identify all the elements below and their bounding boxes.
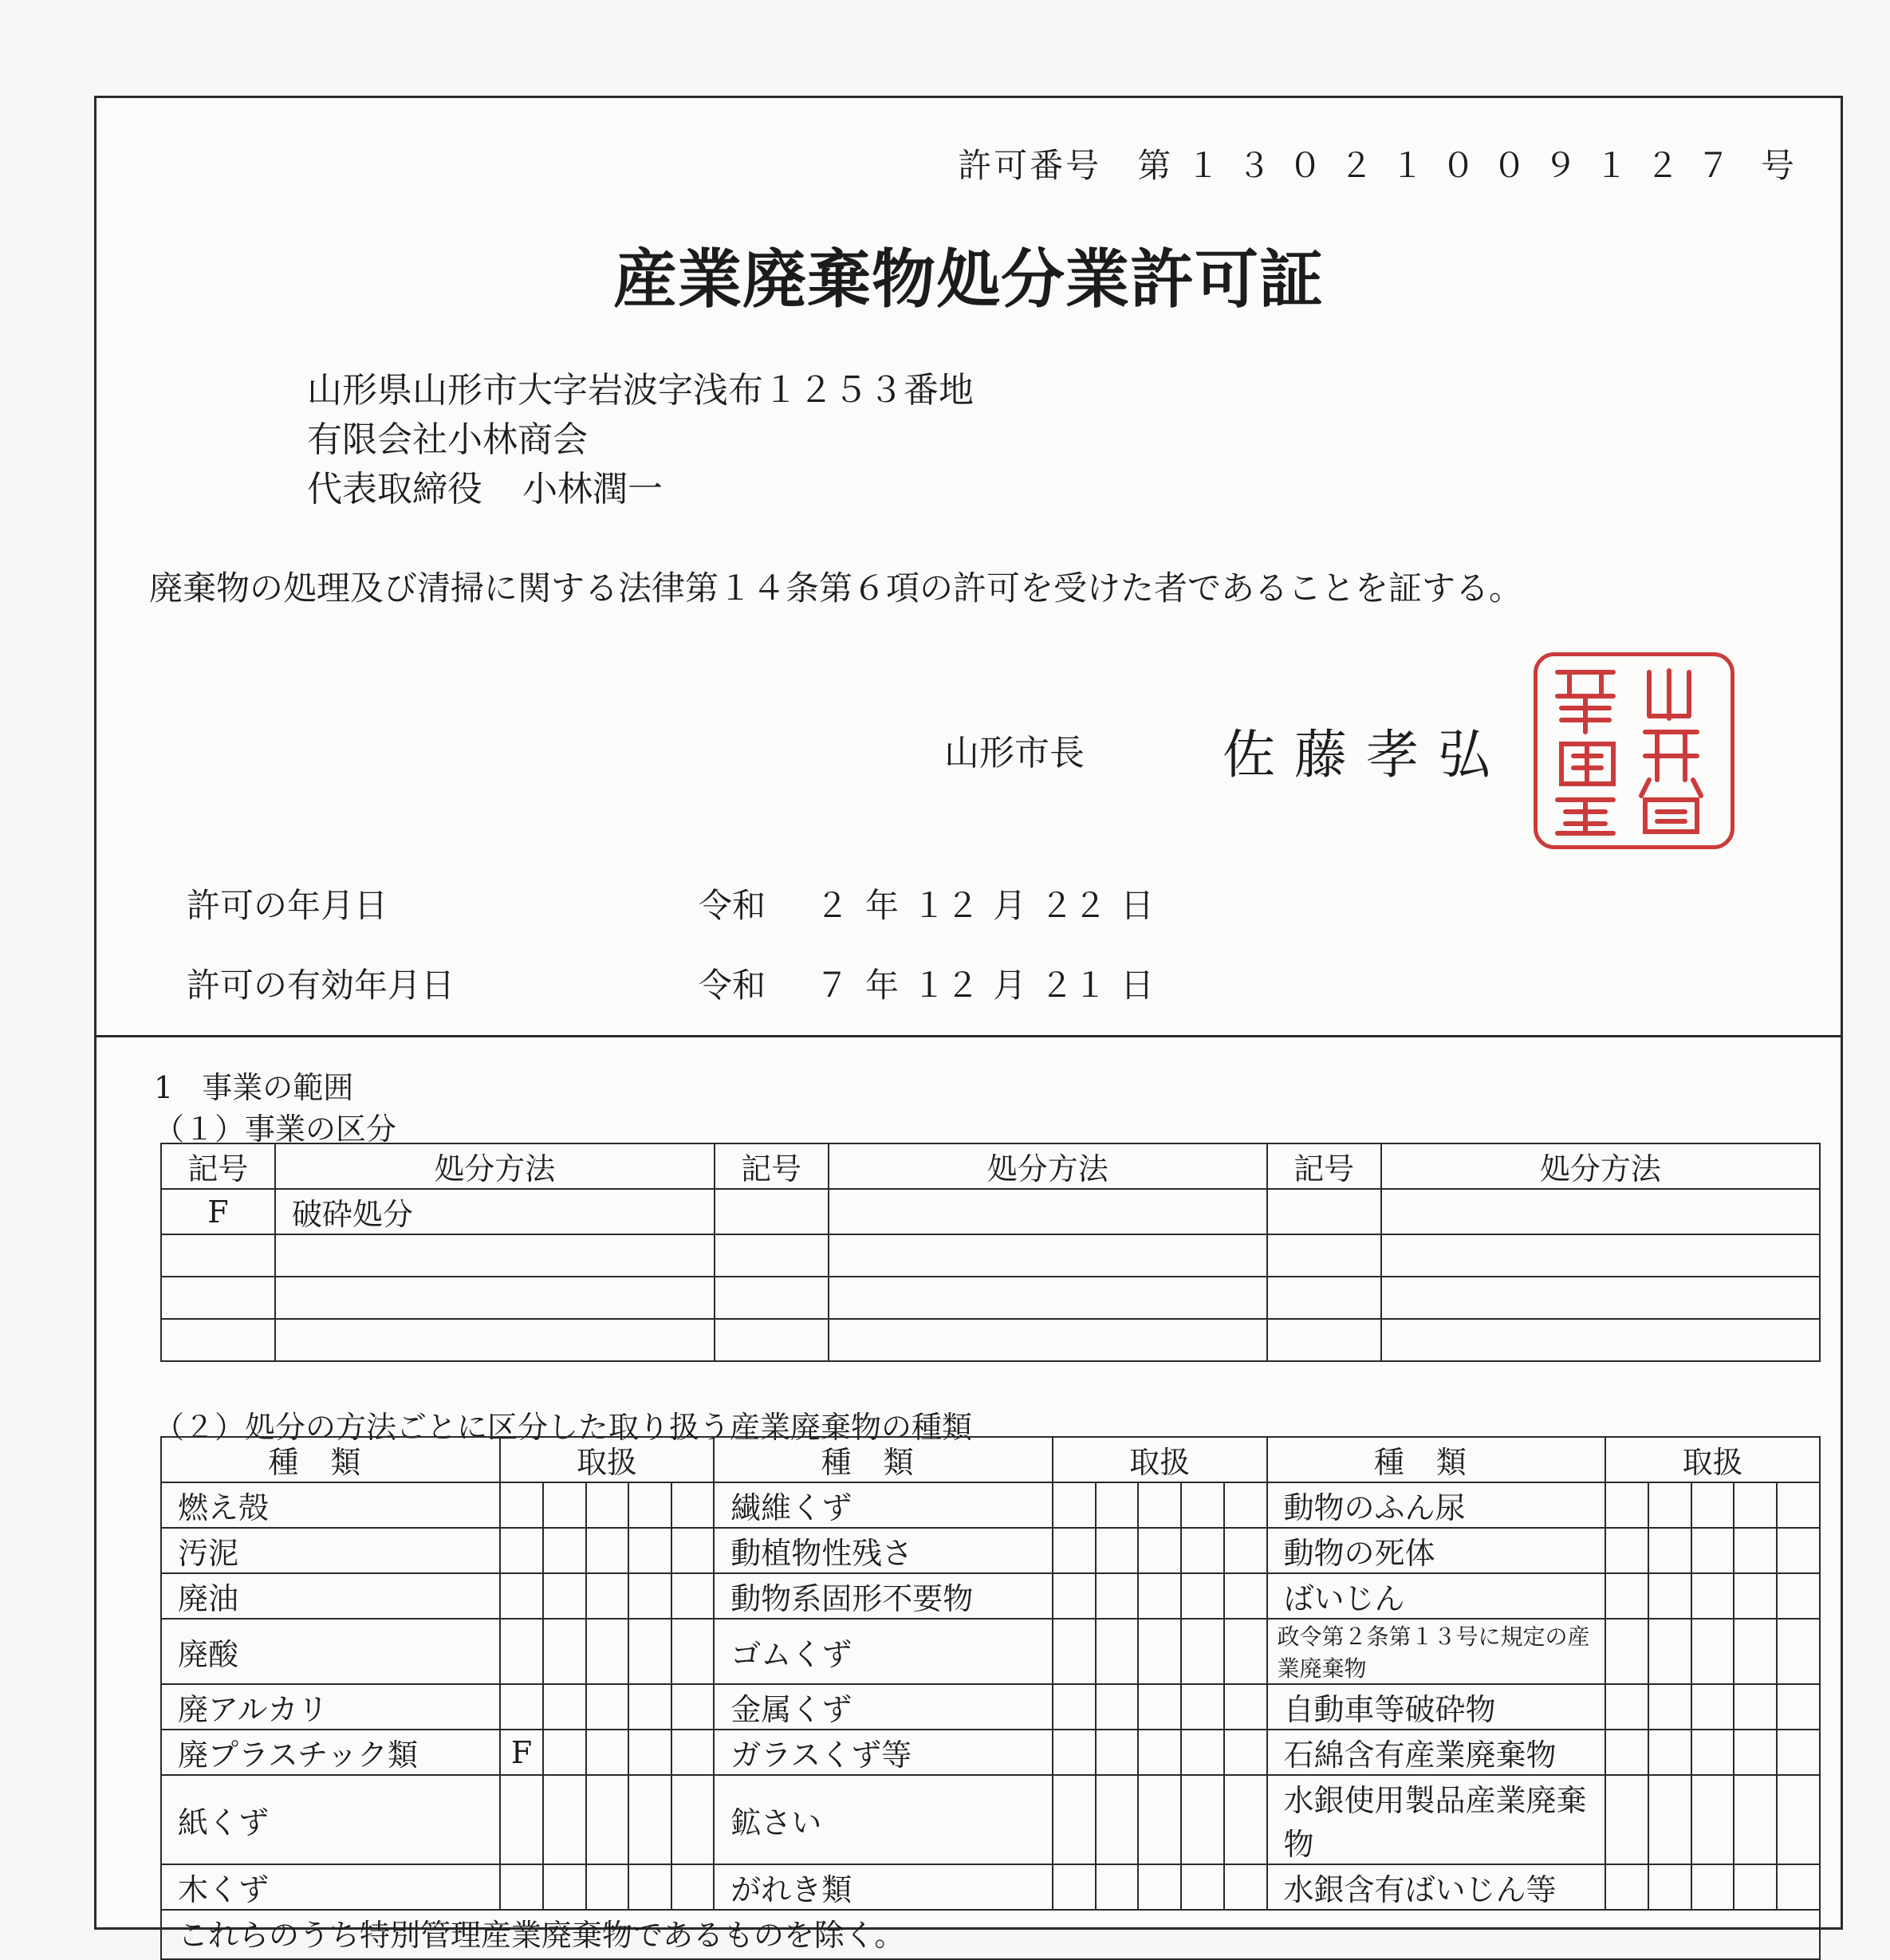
handling-cell [500,1573,544,1619]
waste-type-cell: 繊維くず [714,1482,1053,1528]
rep-name: 小林潤一 [522,469,663,510]
handling-cell [1181,1528,1224,1573]
handling-cell [1605,1775,1648,1864]
handling-cell [628,1528,671,1573]
handling-cell [1605,1730,1648,1775]
handling-cell [1224,1619,1267,1684]
handling-cell [500,1864,544,1910]
handling-cell [1138,1684,1181,1730]
handling-cell [1777,1684,1820,1730]
handling-cell [1777,1864,1820,1910]
handling-cell [1138,1573,1181,1619]
handling-cell [543,1775,585,1864]
handling-cell [1648,1684,1691,1730]
permit-date-value: 令和 ２ 年 １２ 月 ２２ 日 [699,886,1154,925]
handling-cell [628,1775,671,1864]
handling-cell [1053,1864,1096,1910]
handling-cell [1691,1619,1734,1684]
handling-cell [586,1619,628,1684]
handling-cell [543,1528,585,1573]
table-row [161,1482,1820,1528]
waste-type-cell: がれき類 [714,1864,1053,1910]
handling-cell [1053,1482,1096,1528]
handling-cell [1138,1528,1181,1573]
handling-cell [628,1482,671,1528]
handling-cell [1053,1528,1096,1573]
waste-type-cell: 石綿含有産業廃棄物 [1267,1730,1606,1775]
handling-cell [1777,1482,1820,1528]
handling-cell [1181,1684,1224,1730]
permit-number-value: １３０２１００９１２７ [1186,146,1748,185]
handling-cell [671,1730,714,1775]
waste-type-cell: ゴムくず [714,1619,1053,1684]
handling-cell [543,1684,585,1730]
waste-type-cell: 動植物性残さ [714,1528,1053,1573]
waste-type-cell: ばいじん [1267,1573,1606,1619]
handling-cell [500,1775,544,1864]
holder-address: 山形県山形市大字岩波字浅布１２５３番地 [307,370,974,411]
handling-cell [586,1573,628,1619]
handling-cell [543,1619,585,1684]
handling-cell [1053,1775,1096,1864]
handling-cell [1224,1482,1267,1528]
handling-cell [1648,1775,1691,1864]
permit-date-label: 許可の年月日 [187,886,388,925]
handling-cell [1053,1619,1096,1684]
waste-type-cell: 廃酸 [161,1619,500,1684]
handling-cell [628,1573,671,1619]
waste-type-cell: 水銀使用製品産業廃棄物 [1267,1775,1606,1864]
rep-title: 代表取締役 [307,469,482,510]
waste-type-cell: 動物系固形不要物 [714,1573,1053,1619]
waste-type-cell: 政令第２条第１３号に規定の産業廃棄物 [1267,1619,1606,1684]
handling-cell [586,1864,628,1910]
handling-cell [1648,1528,1691,1573]
handling-cell [1096,1573,1139,1619]
table-header-row: 記号 処分方法 記号 処分方法 記号 処分方法 [161,1143,1820,1189]
handling-cell [1648,1864,1691,1910]
handling-cell [500,1482,544,1528]
document-title: 産業廃棄物処分業許可証 [613,242,1324,317]
handling-cell [1734,1730,1777,1775]
handling-cell [586,1528,628,1573]
handling-cell [1181,1775,1224,1864]
waste-type-cell: 紙くず [161,1775,500,1864]
permit-number [958,140,1797,187]
handling-cell [1181,1482,1224,1528]
table-header-row: 種類 取扱 種類 取扱 種類 取扱 [161,1437,1820,1482]
official-seal [1534,652,1734,849]
waste-type-cell: 自動車等破砕物 [1267,1684,1606,1730]
handling-cell [1691,1864,1734,1910]
handling-cell [1605,1528,1648,1573]
handling-cell [628,1864,671,1910]
handling-cell [671,1775,714,1864]
handling-cell [1138,1619,1181,1684]
issuer-title: 山形市長 [944,733,1085,773]
waste-type-cell: 鉱さい [714,1775,1053,1864]
handling-cell [1648,1573,1691,1619]
handling-cell [1734,1482,1777,1528]
handling-cell [1096,1775,1139,1864]
holder-representative [307,460,663,511]
handling-cell [1605,1482,1648,1528]
handling-cell [1734,1528,1777,1573]
handling-cell [500,1619,544,1684]
handling-cell [1691,1482,1734,1528]
permit-number-suffix: 号 [1760,146,1797,185]
handling-cell [543,1730,585,1775]
handling-cell [1777,1775,1820,1864]
handling-cell [543,1864,585,1910]
waste-type-cell: 動物の死体 [1267,1528,1606,1573]
handling-cell [500,1528,544,1573]
handling-cell [1691,1573,1734,1619]
waste-types-table [160,1436,1821,1960]
handling-cell [1096,1864,1139,1910]
handling-cell [1777,1730,1820,1775]
handling-cell [1605,1619,1648,1684]
handling-cell [628,1619,671,1684]
handling-cell [1691,1775,1734,1864]
handling-cell [1605,1864,1648,1910]
handling-cell [1691,1730,1734,1775]
handling-cell [1096,1482,1139,1528]
handling-cell [1648,1619,1691,1684]
handling-cell [628,1684,671,1730]
table-row [161,1730,1820,1775]
table-row [161,1528,1820,1573]
certification-statement: 廃棄物の処理及び清掃に関する法律第１４条第６項の許可を受けた者であることを証する。 [149,569,1523,608]
handling-cell [628,1730,671,1775]
table-row: F 破砕処分 [161,1189,1820,1234]
handling-cell [1053,1684,1096,1730]
handling-cell [1224,1573,1267,1619]
handling-cell [586,1684,628,1730]
handling-cell [500,1684,544,1730]
waste-type-cell: 燃え殻 [161,1482,500,1528]
exclusion-note: これらのうち特別管理産業廃棄物であるものを除く。 [161,1910,1820,1959]
handling-cell [1138,1730,1181,1775]
handling-cell [1181,1619,1224,1684]
handling-cell [1138,1775,1181,1864]
handling-cell [1734,1573,1777,1619]
table-row [161,1775,1820,1864]
handling-cell [1734,1864,1777,1910]
business-classification-caption: （１）事業の区分 [154,1112,397,1147]
table-row [161,1319,1820,1361]
handling-cell [1224,1528,1267,1573]
handling-cell [586,1730,628,1775]
table-row [161,1277,1820,1319]
handling-cell [1096,1684,1139,1730]
handling-cell [671,1573,714,1619]
seal-glyphs [1538,656,1731,845]
handling-cell [1605,1573,1648,1619]
handling-cell [1648,1730,1691,1775]
handling-cell [1181,1573,1224,1619]
handling-cell [1181,1864,1224,1910]
waste-type-cell: 木くず [161,1864,500,1910]
handling-cell [671,1528,714,1573]
waste-type-cell: 水銀含有ばいじん等 [1267,1864,1606,1910]
handling-cell [543,1573,585,1619]
handling-cell [1138,1482,1181,1528]
handling-cell [671,1619,714,1684]
handling-cell [1777,1528,1820,1573]
handling-cell [1224,1730,1267,1775]
handling-cell [1224,1864,1267,1910]
handling-cell [1053,1573,1096,1619]
handling-cell [1734,1684,1777,1730]
permit-certificate [94,96,1843,1953]
handling-cell [1096,1619,1139,1684]
handling-cell [1691,1528,1734,1573]
waste-type-cell: 廃プラスチック類 [161,1730,500,1775]
holder-company: 有限会社小林商会 [307,419,588,460]
handling-cell [1648,1482,1691,1528]
handling-cell [1224,1775,1267,1864]
permit-number-prefix: 許可番号 第 [958,146,1174,185]
expiry-date-value: 令和 ７ 年 １２ 月 ２１ 日 [699,966,1154,1005]
handling-cell [1053,1730,1096,1775]
handling-cell [671,1482,714,1528]
business-classification-table [160,1143,1821,1362]
handling-cell [1224,1684,1267,1730]
handling-cell [1096,1528,1139,1573]
waste-type-cell: 汚泥 [161,1528,500,1573]
handling-cell [1138,1864,1181,1910]
handling-cell [543,1482,585,1528]
waste-type-cell: 動物のふん尿 [1267,1482,1606,1528]
waste-types-caption: （２）処分の方法ごとに区分した取り扱う産業廃棄物の種類 [154,1410,973,1445]
handling-cell [671,1684,714,1730]
table-row [161,1684,1820,1730]
waste-type-cell: 廃アルカリ [161,1684,500,1730]
handling-cell [1734,1619,1777,1684]
handling-cell [1605,1684,1648,1730]
issuer-name: 佐藤孝弘 [1223,724,1510,785]
waste-type-cell: ガラスくず等 [714,1730,1053,1775]
handling-cell [1777,1619,1820,1684]
handling-cell [586,1775,628,1864]
handling-cell [1181,1730,1224,1775]
handling-cell [1691,1684,1734,1730]
table-row [161,1234,1820,1277]
handling-cell [1777,1573,1820,1619]
handling-cell [671,1864,714,1910]
waste-type-cell: 金属くず [714,1684,1053,1730]
section-1-heading: 1 事業の範囲 [154,1070,354,1105]
waste-type-cell: 廃油 [161,1573,500,1619]
table-note-row [161,1910,1820,1959]
table-row [161,1619,1820,1684]
handling-cell: F [500,1730,544,1775]
expiry-date-label: 許可の有効年月日 [187,966,455,1005]
handling-cell [1096,1730,1139,1775]
section-divider [96,1035,1841,1037]
table-row [161,1864,1820,1910]
handling-cell [586,1482,628,1528]
handling-cell [1734,1775,1777,1864]
table-row [161,1573,1820,1619]
